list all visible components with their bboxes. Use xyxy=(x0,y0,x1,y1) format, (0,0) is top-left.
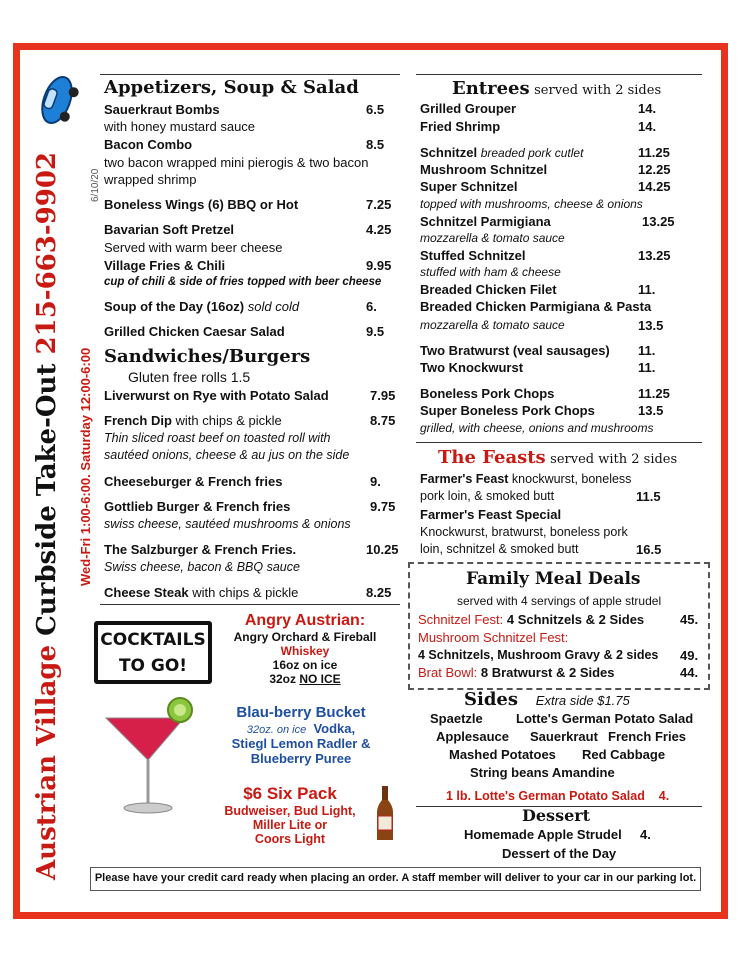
item-price: 11. xyxy=(638,360,656,375)
item-price: 16.5 xyxy=(636,542,662,557)
item-price: 14.25 xyxy=(638,179,671,194)
menu-item: Liverwurst on Rye with Potato Salad xyxy=(104,388,329,403)
item-price: 11.25 xyxy=(638,145,670,160)
item-price: 13.5 xyxy=(638,403,664,418)
item-price: 12.25 xyxy=(638,162,671,177)
appetizers-heading: Appetizers, Soup & Salad xyxy=(104,77,359,98)
menu-item: Gottlieb Burger & French fries xyxy=(104,499,291,514)
item-price: 8.5 xyxy=(366,137,385,152)
item-price: 11.25 xyxy=(638,386,670,401)
item-desc: swiss cheese, sautéed mushrooms & onions xyxy=(104,517,351,531)
item-desc: grilled, with cheese, onions and mushrooms xyxy=(420,421,654,435)
item-desc: stuffed with ham & cheese xyxy=(420,265,561,279)
footer-note: Please have your credit card ready when placing an order. A staff member will deliver to your car in our parking lot. xyxy=(90,867,701,891)
menu-item: Mushroom Schnitzel xyxy=(420,162,548,177)
divider xyxy=(100,74,400,75)
gluten-note: Gluten free rolls 1.5 xyxy=(128,369,251,385)
menu-item: Village Fries & Chili xyxy=(104,258,226,273)
menu-item: Cheeseburger & French fries xyxy=(104,474,283,489)
item-desc: wrapped shrimp xyxy=(104,172,197,187)
item-price: 14. xyxy=(638,101,657,116)
item-desc: Swiss cheese, bacon & BBQ sauce xyxy=(104,560,300,574)
side-brand: Austrian Village Curbside Take-Out 215-663-9902 xyxy=(32,151,62,880)
menu-item: Grilled Chicken Caesar Salad xyxy=(104,324,285,339)
menu-item: Grilled Grouper xyxy=(420,101,517,116)
item-desc: mozzarella & tomato sauce xyxy=(420,318,565,332)
side-item: Lotte's German Potato Salad xyxy=(516,711,694,726)
menu-item: Soup of the Day (16oz) sold cold xyxy=(104,299,300,314)
divider xyxy=(100,604,400,605)
item-desc: two bacon wrapped mini pierogis & two bacon xyxy=(104,155,369,170)
side-item: Red Cabbage xyxy=(582,747,666,762)
divider xyxy=(416,74,702,75)
item-price: 9.95 xyxy=(366,258,392,273)
side-hours: Wed-Fri 1:00-6:00. Saturday 12:00-6:00 xyxy=(78,347,93,586)
item-desc: with honey mustard sauce xyxy=(104,119,256,134)
menu-item: Stuffed Schnitzel xyxy=(420,248,526,263)
item-desc: topped with mushrooms, cheese & onions xyxy=(420,197,643,211)
side-special: 1 lb. Lotte's German Potato Salad 4. xyxy=(446,789,670,803)
feast-item: Farmer's Feast knockwurst, boneless xyxy=(420,472,632,486)
item-price: 10.25 xyxy=(366,542,399,557)
angry-austrian: Angry Austrian: Angry Orchard & Fireball Whiskey 16oz on ice 32oz NO ICE xyxy=(233,612,377,686)
menu-item: Bacon Combo xyxy=(104,137,193,152)
item-price: 11.5 xyxy=(636,489,661,504)
item-price: 4.25 xyxy=(366,222,392,237)
item-desc: pork loin, & smoked butt xyxy=(420,489,555,503)
blauberry-bucket: Blau-berry Bucket 32oz. on ice Vodka, Stiegl Lemon Radler & Blueberry Puree xyxy=(231,704,371,766)
item-price: 8.75 xyxy=(370,413,396,428)
entrees-heading: Entrees served with 2 sides xyxy=(452,78,662,99)
family-sub: served with 4 servings of apple strudel xyxy=(457,594,662,608)
item-price: 49. xyxy=(680,648,699,663)
beer-bottle-icon xyxy=(374,786,396,842)
menu-item: Cheese Steak with chips & pickle xyxy=(104,585,299,600)
item-price: 11. xyxy=(638,282,656,297)
item-price: 13.5 xyxy=(638,318,664,333)
side-item: Applesauce xyxy=(436,729,509,744)
menu-item: Breaded Chicken Parmigiana & Pasta xyxy=(420,299,652,314)
menu-item: Fried Shrimp xyxy=(420,119,501,134)
feasts-heading: The Feasts served with 2 sides xyxy=(438,447,678,468)
item-price: 8.25 xyxy=(366,585,392,600)
menu-item: Boneless Wings (6) BBQ or Hot xyxy=(104,197,299,212)
menu-item: Boneless Pork Chops xyxy=(420,386,555,401)
item-price: 13.25 xyxy=(642,214,675,229)
car-icon xyxy=(32,70,82,130)
menu-item: Two Bratwurst (veal sausages) xyxy=(420,343,610,358)
menu-item: Bavarian Soft Pretzel xyxy=(104,222,235,237)
menu-item: Two Knockwurst xyxy=(420,360,524,375)
item-price: 11. xyxy=(638,343,656,358)
side-date: 6/10/20 xyxy=(90,168,101,202)
menu-item: The Salzburger & French Fries. xyxy=(104,542,297,557)
item-desc: Thin sliced roast beef on toasted roll with xyxy=(104,431,331,445)
dessert-item: Homemade Apple Strudel xyxy=(464,827,622,842)
sides-heading: Sides Extra side $1.75 xyxy=(464,689,630,710)
item-desc: Served with warm beer cheese xyxy=(104,240,283,255)
side-item: Sauerkraut xyxy=(530,729,598,744)
deal-item: Schnitzel Fest: 4 Schnitzels & 2 Sides xyxy=(418,612,645,627)
menu-item: French Dip with chips & pickle xyxy=(104,413,282,428)
item-price: 44. xyxy=(680,665,699,680)
cocktail-glass-icon xyxy=(98,668,198,818)
menu-item: Breaded Chicken Filet xyxy=(420,282,557,297)
item-price: 6.5 xyxy=(366,102,385,117)
feast-item: Farmer's Feast Special xyxy=(420,507,562,522)
menu-item: Schnitzel breaded pork cutlet xyxy=(420,145,584,160)
item-desc: loin, schnitzel & smoked butt xyxy=(420,542,579,556)
item-price: 6. xyxy=(366,299,377,314)
deal-item: Mushroom Schnitzel Fest: xyxy=(418,630,569,645)
menu-item: Sauerkraut Bombs xyxy=(104,102,220,117)
item-price: 9.75 xyxy=(370,499,396,514)
six-pack: $6 Six Pack Budweiser, Bud Light, Miller Lite or Coors Light xyxy=(224,784,356,846)
side-item: String beans Amandine xyxy=(470,765,615,780)
deal-item: 4 Schnitzels, Mushroom Gravy & 2 sides xyxy=(418,648,659,662)
item-price: 45. xyxy=(680,612,699,627)
menu-item: Schnitzel Parmigiana xyxy=(420,214,551,229)
menu-item: Super Boneless Pork Chops xyxy=(420,403,595,418)
item-price: 9. xyxy=(370,474,381,489)
deal-item: Brat Bowl: 8 Bratwurst & 2 Sides xyxy=(418,665,615,680)
item-price: 4. xyxy=(640,827,651,842)
family-heading: Family Meal Deals xyxy=(466,569,641,589)
item-price: 7.25 xyxy=(366,197,392,212)
dessert-heading: Dessert xyxy=(522,806,591,825)
item-desc: Knockwurst, bratwurst, boneless pork xyxy=(420,525,628,539)
side-item: French Fries xyxy=(608,729,687,744)
side-item: Spaetzle xyxy=(430,711,483,726)
item-price: 14. xyxy=(638,119,657,134)
menu-item: Super Schnitzel xyxy=(420,179,518,194)
item-price: 9.5 xyxy=(366,324,385,339)
item-price: 13.25 xyxy=(638,248,671,263)
item-desc: sautéed onions, cheese & au jus on the side xyxy=(104,448,350,462)
item-price: 7.95 xyxy=(370,388,396,403)
side-item: Mashed Potatoes xyxy=(449,747,556,762)
dessert-item: Dessert of the Day xyxy=(502,846,617,861)
item-desc: cup of chili & side of fries topped with beer cheese xyxy=(104,276,382,288)
sandwiches-heading: Sandwiches/Burgers xyxy=(104,346,311,367)
cocktails-badge: COCKTAILS TO GO! xyxy=(94,621,212,684)
divider xyxy=(416,442,702,443)
item-desc: mozzarella & tomato sauce xyxy=(420,231,565,245)
